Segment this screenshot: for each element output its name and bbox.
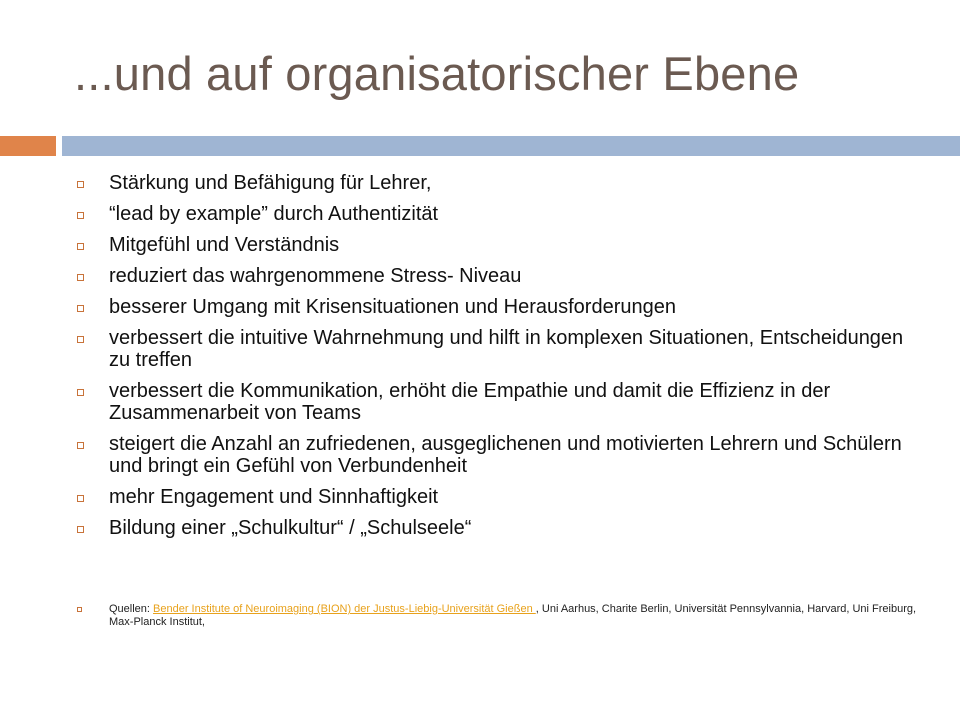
bullet-item bbox=[74, 327, 924, 371]
bullet-item bbox=[74, 296, 924, 318]
square-bullet-icon bbox=[77, 442, 84, 449]
square-bullet-icon bbox=[77, 274, 84, 281]
bullet-item bbox=[74, 517, 924, 539]
slide-title: ...und auf organisatorischer Ebene bbox=[74, 47, 800, 100]
bullet-list bbox=[74, 172, 924, 548]
square-bullet-icon bbox=[77, 181, 84, 188]
bullet-item bbox=[74, 234, 924, 256]
bullet-text: mehr Engagement und Sinnhaftigkeit bbox=[109, 486, 439, 508]
square-bullet-icon bbox=[77, 243, 84, 250]
bullet-item bbox=[74, 380, 924, 424]
bullet-item bbox=[74, 433, 924, 477]
square-bullet-icon bbox=[77, 526, 84, 533]
sources-prefix: Quellen: bbox=[109, 603, 154, 615]
sources-link[interactable]: Bender Institute of Neuroimaging (BION) der Justus-Liebig-Universität Gießen bbox=[153, 603, 536, 615]
bullet-text: “lead by example” durch Authentizität bbox=[109, 203, 439, 225]
bullet-text: Bildung einer „Schulkultur“ / „Schulseele“ bbox=[109, 517, 472, 539]
sources-suffix: , Uni Aarhus, Charite Berlin, Universität Pennsylvannia, Harvard, Uni Freiburg, Max-Planck Institut, bbox=[109, 603, 917, 628]
square-bullet-icon bbox=[77, 495, 84, 502]
bullet-text: reduziert das wahrgenommene Stress- Niveau bbox=[109, 265, 522, 287]
accent-bar-orange bbox=[0, 136, 56, 156]
square-bullet-icon bbox=[77, 607, 82, 612]
bullet-item bbox=[74, 203, 924, 225]
bullet-text: verbessert die intuitive Wahrnehmung und hilft in komplexen Situationen, Entscheidungen zu treffen bbox=[109, 327, 904, 371]
bullet-item bbox=[74, 172, 924, 194]
bullet-text: besserer Umgang mit Krisensituationen und Herausforderungen bbox=[109, 296, 676, 318]
bullet-item bbox=[74, 486, 924, 508]
sources-note bbox=[74, 603, 929, 629]
square-bullet-icon bbox=[77, 336, 84, 343]
bullet-text: Mitgefühl und Verständnis bbox=[109, 234, 340, 256]
bullet-text: verbessert die Kommunikation, erhöht die Empathie und damit die Effizienz in der Zusammenarbeit von Teams bbox=[109, 380, 831, 424]
bullet-text: Stärkung und Befähigung für Lehrer, bbox=[109, 172, 432, 194]
accent-bar-blue bbox=[62, 136, 960, 156]
bullet-text: steigert die Anzahl an zufriedenen, ausgeglichenen und motivierten Lehrern und Schülern und bringt ein Gefühl von Verbundenheit bbox=[109, 433, 902, 477]
square-bullet-icon bbox=[77, 389, 84, 396]
square-bullet-icon bbox=[77, 212, 84, 219]
bullet-item bbox=[74, 265, 924, 287]
square-bullet-icon bbox=[77, 305, 84, 312]
